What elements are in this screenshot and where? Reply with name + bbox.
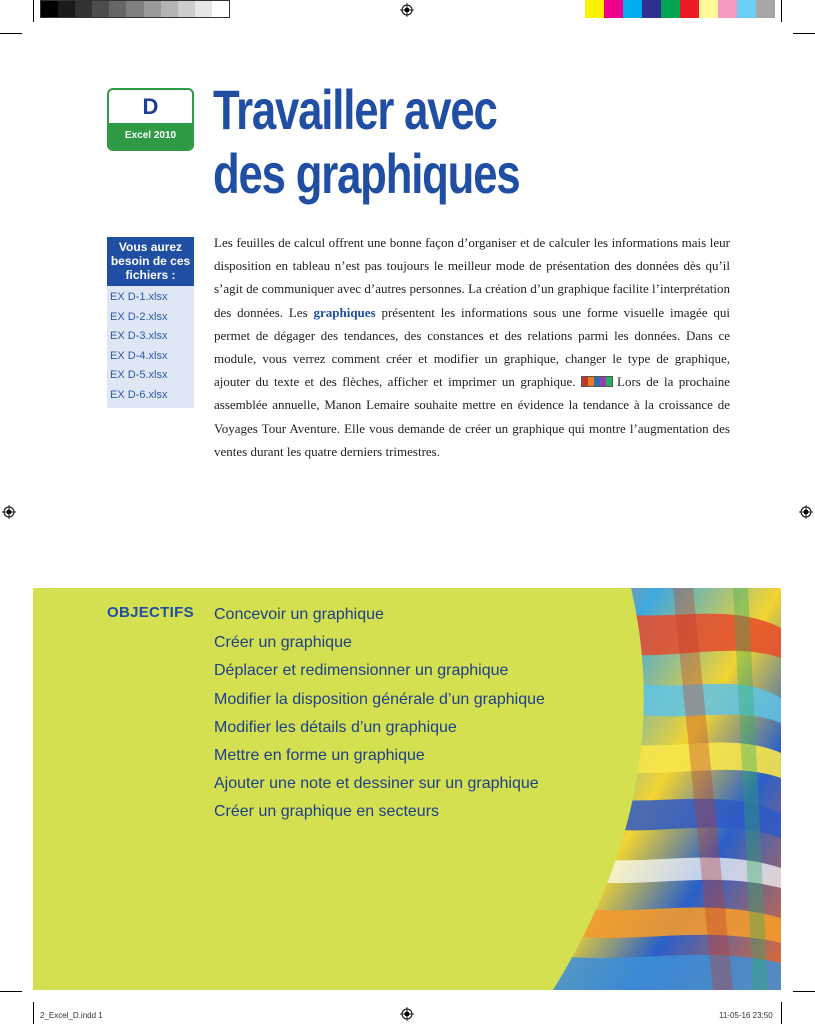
keyword-graphiques: graphiques	[313, 304, 376, 320]
color-bar	[585, 0, 775, 18]
list-item: EX D-1.xlsx	[110, 291, 168, 303]
files-needed-list	[107, 286, 194, 408]
registration-mark-icon	[400, 3, 414, 17]
page-title	[213, 78, 541, 206]
list-item: Concevoir un graphique	[214, 606, 384, 623]
list-item: EX D-4.xlsx	[110, 349, 168, 362]
crop-mark	[33, 1002, 34, 1024]
objectives-list	[214, 601, 545, 827]
page-title-line2: des graphiques	[213, 142, 520, 205]
files-needed-box	[107, 237, 194, 408]
list-item: Créer un graphique	[214, 634, 352, 652]
list-item: Ajouter une note et dessiner sur un graphique	[214, 775, 539, 793]
crop-mark	[781, 1002, 782, 1024]
list-item: Modifier la disposition générale d’un graphique	[214, 690, 545, 708]
list-item: EX D-3.xlsx	[110, 330, 168, 342]
unit-badge	[107, 88, 194, 151]
unit-product: Excel 2010	[109, 123, 192, 149]
case-study-icon	[581, 376, 613, 387]
unit-letter: D	[142, 94, 159, 119]
list-item: EX D-6.xlsx	[110, 388, 168, 401]
registration-mark-icon	[400, 1007, 414, 1021]
list-item: Créer un graphique en secteurs	[214, 803, 440, 821]
list-item: Déplacer et redimensionner un graphique	[214, 662, 509, 680]
page-title-line1: Travailler avec	[213, 78, 497, 141]
intro-text-part2: présentent les informations sous une forme visuelle imagée qui permet de dégager des tendances, des constances et des relations parmi les données. Dans ce module, vous verrez comment créer et modifier un graphique, changer le type de graphique, ajouter du texte et des flèches, afficher et imprimer un graphique.	[214, 304, 731, 390]
registration-mark-icon	[799, 505, 813, 519]
crop-mark	[0, 33, 22, 34]
list-item: EX D-5.xlsx	[110, 369, 168, 381]
intro-text-part1: Les feuilles de calcul offrent une bonne façon d’organiser et de calculer les informations mais leur disposition en tableau n’est pas toujours le meilleur mode de présentation des données dès qu’il s’agit de communiquer avec d’autres personnes. La création d’un graphique facilite l’interprétation des données. Les	[214, 235, 730, 320]
crop-mark	[781, 0, 782, 22]
grayscale-bar	[40, 0, 230, 18]
files-needed-heading: Vous aurez besoin de ces fichiers :	[107, 237, 194, 286]
crop-mark	[793, 991, 815, 992]
footer-filename: 2_Excel_D.indd 1	[40, 1011, 103, 1020]
case-study-text: Lors de la prochaine assemblée annuelle, Manon Lemaire souhaite mettre en évidence la tendance à la croissance de Voyages Tour Aventure. Elle vous demande de créer un graphique qui montre l’augmentation des ventes durant les quatre derniers trimestres.	[214, 374, 731, 459]
registration-mark-icon	[2, 505, 16, 519]
crop-mark	[33, 0, 34, 22]
list-item: EX D-2.xlsx	[110, 310, 168, 323]
list-item: Modifier les détails d’un graphique	[214, 718, 457, 736]
footer-timestamp: 11-05-16 23:50	[719, 1011, 773, 1020]
crop-mark	[793, 33, 815, 34]
crop-mark	[0, 991, 22, 992]
list-item: Mettre en forme un graphique	[214, 747, 425, 765]
objectives-label: OBJECTIFS	[107, 604, 194, 621]
intro-paragraph	[214, 231, 730, 463]
